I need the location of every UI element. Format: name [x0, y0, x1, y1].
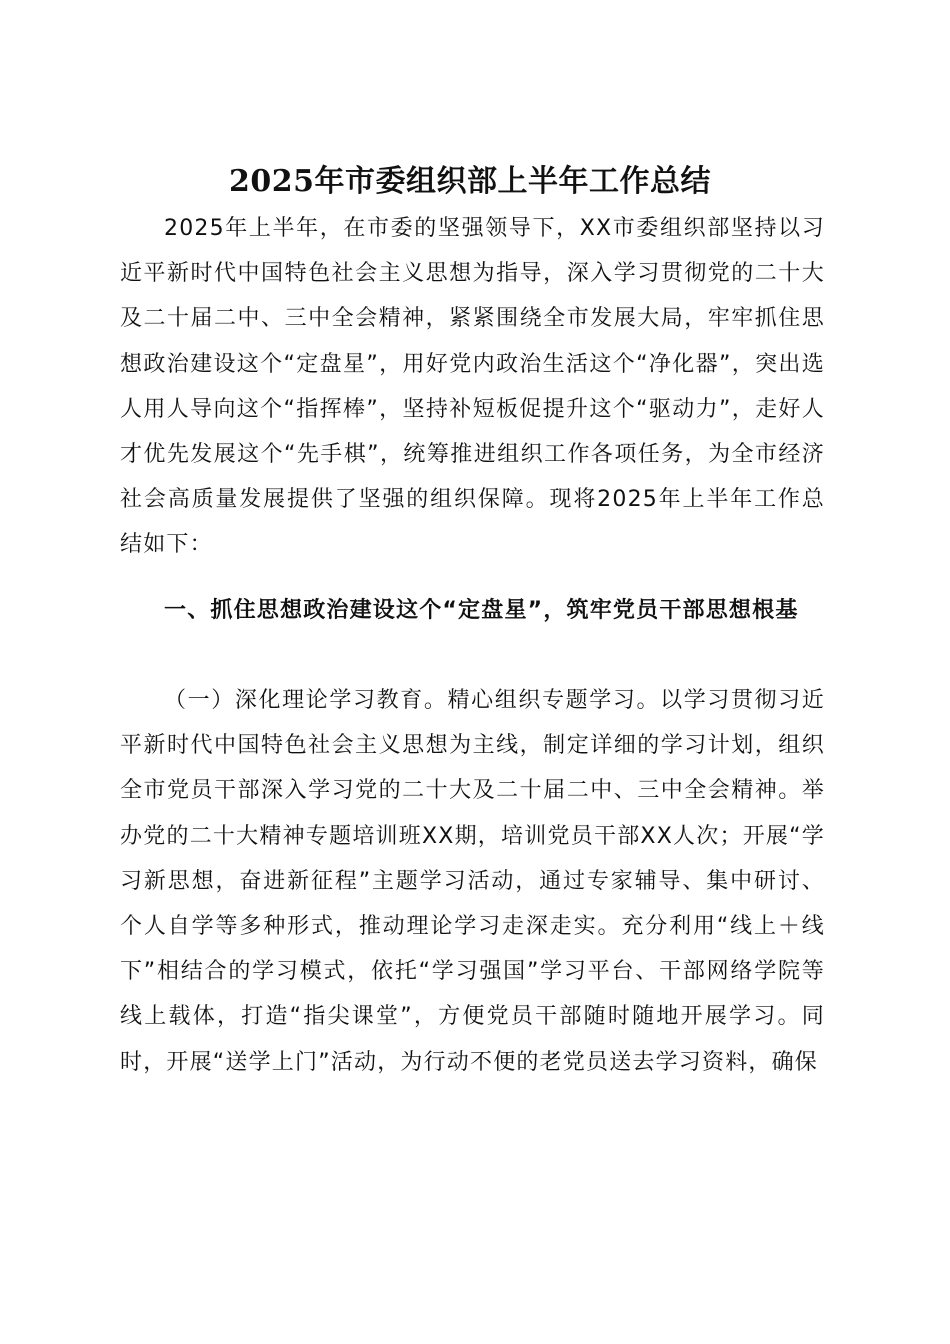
- section-heading-one: 一、抓住思想政治建设这个“定盘星”，筑牢党员干部思想根基: [164, 598, 799, 623]
- subsection-paragraph-one: [120, 678, 825, 1085]
- document-title: 2025年市委组织部上半年工作总结: [229, 164, 711, 200]
- intro-paragraph: 2025年上半年，在市委的坚强领导下，XX市委组织部坚持以习近平新时代中国特色社会主义思想为指导，深入学习贯彻党的二十大及二十届二中、三中全会精神，紧紧围绕全市发展大局，牢牢抓住思想政治建设这个“定盘星”，用好党内政治生活这个“净化器”，突出选人用人导向这个“指挥棒”，坚持补短板促提升这个“驱动力”，走好人才优先发展这个“先手棋”，统筹推进组织工作各项任务，为全市经济社会高质量发展提供了坚强的组织保障。现将2025年上半年工作总结如下：: [120, 216, 825, 558]
- subsection-text: 精心组织专题学习。以学习贯彻习近平新时代中国特色社会主义思想为主线，制定详细的学习计划，组织全市党员干部深入学习党的二十大及二十届二中、三中全会精神。举办党的二十大精神专题培训班XX期，培训党员干部XX人次；开展“学习新思想，奋进新征程”主题学习活动，通过专家辅导、集中研讨、个人自学等多种形式，推动理论学习走深走实。充分利用“线上＋线下”相结合的学习模式，依托“学习强国”学习平台、干部网络学院等线上载体，打造“指尖课堂”，方便党员干部随时随地开展学习。同时，开展“送学上门”活动，为行动不便的老党员送去学习资料，确保: [120, 688, 825, 1075]
- subsection-label: （一）深化理论学习教育。: [164, 688, 448, 713]
